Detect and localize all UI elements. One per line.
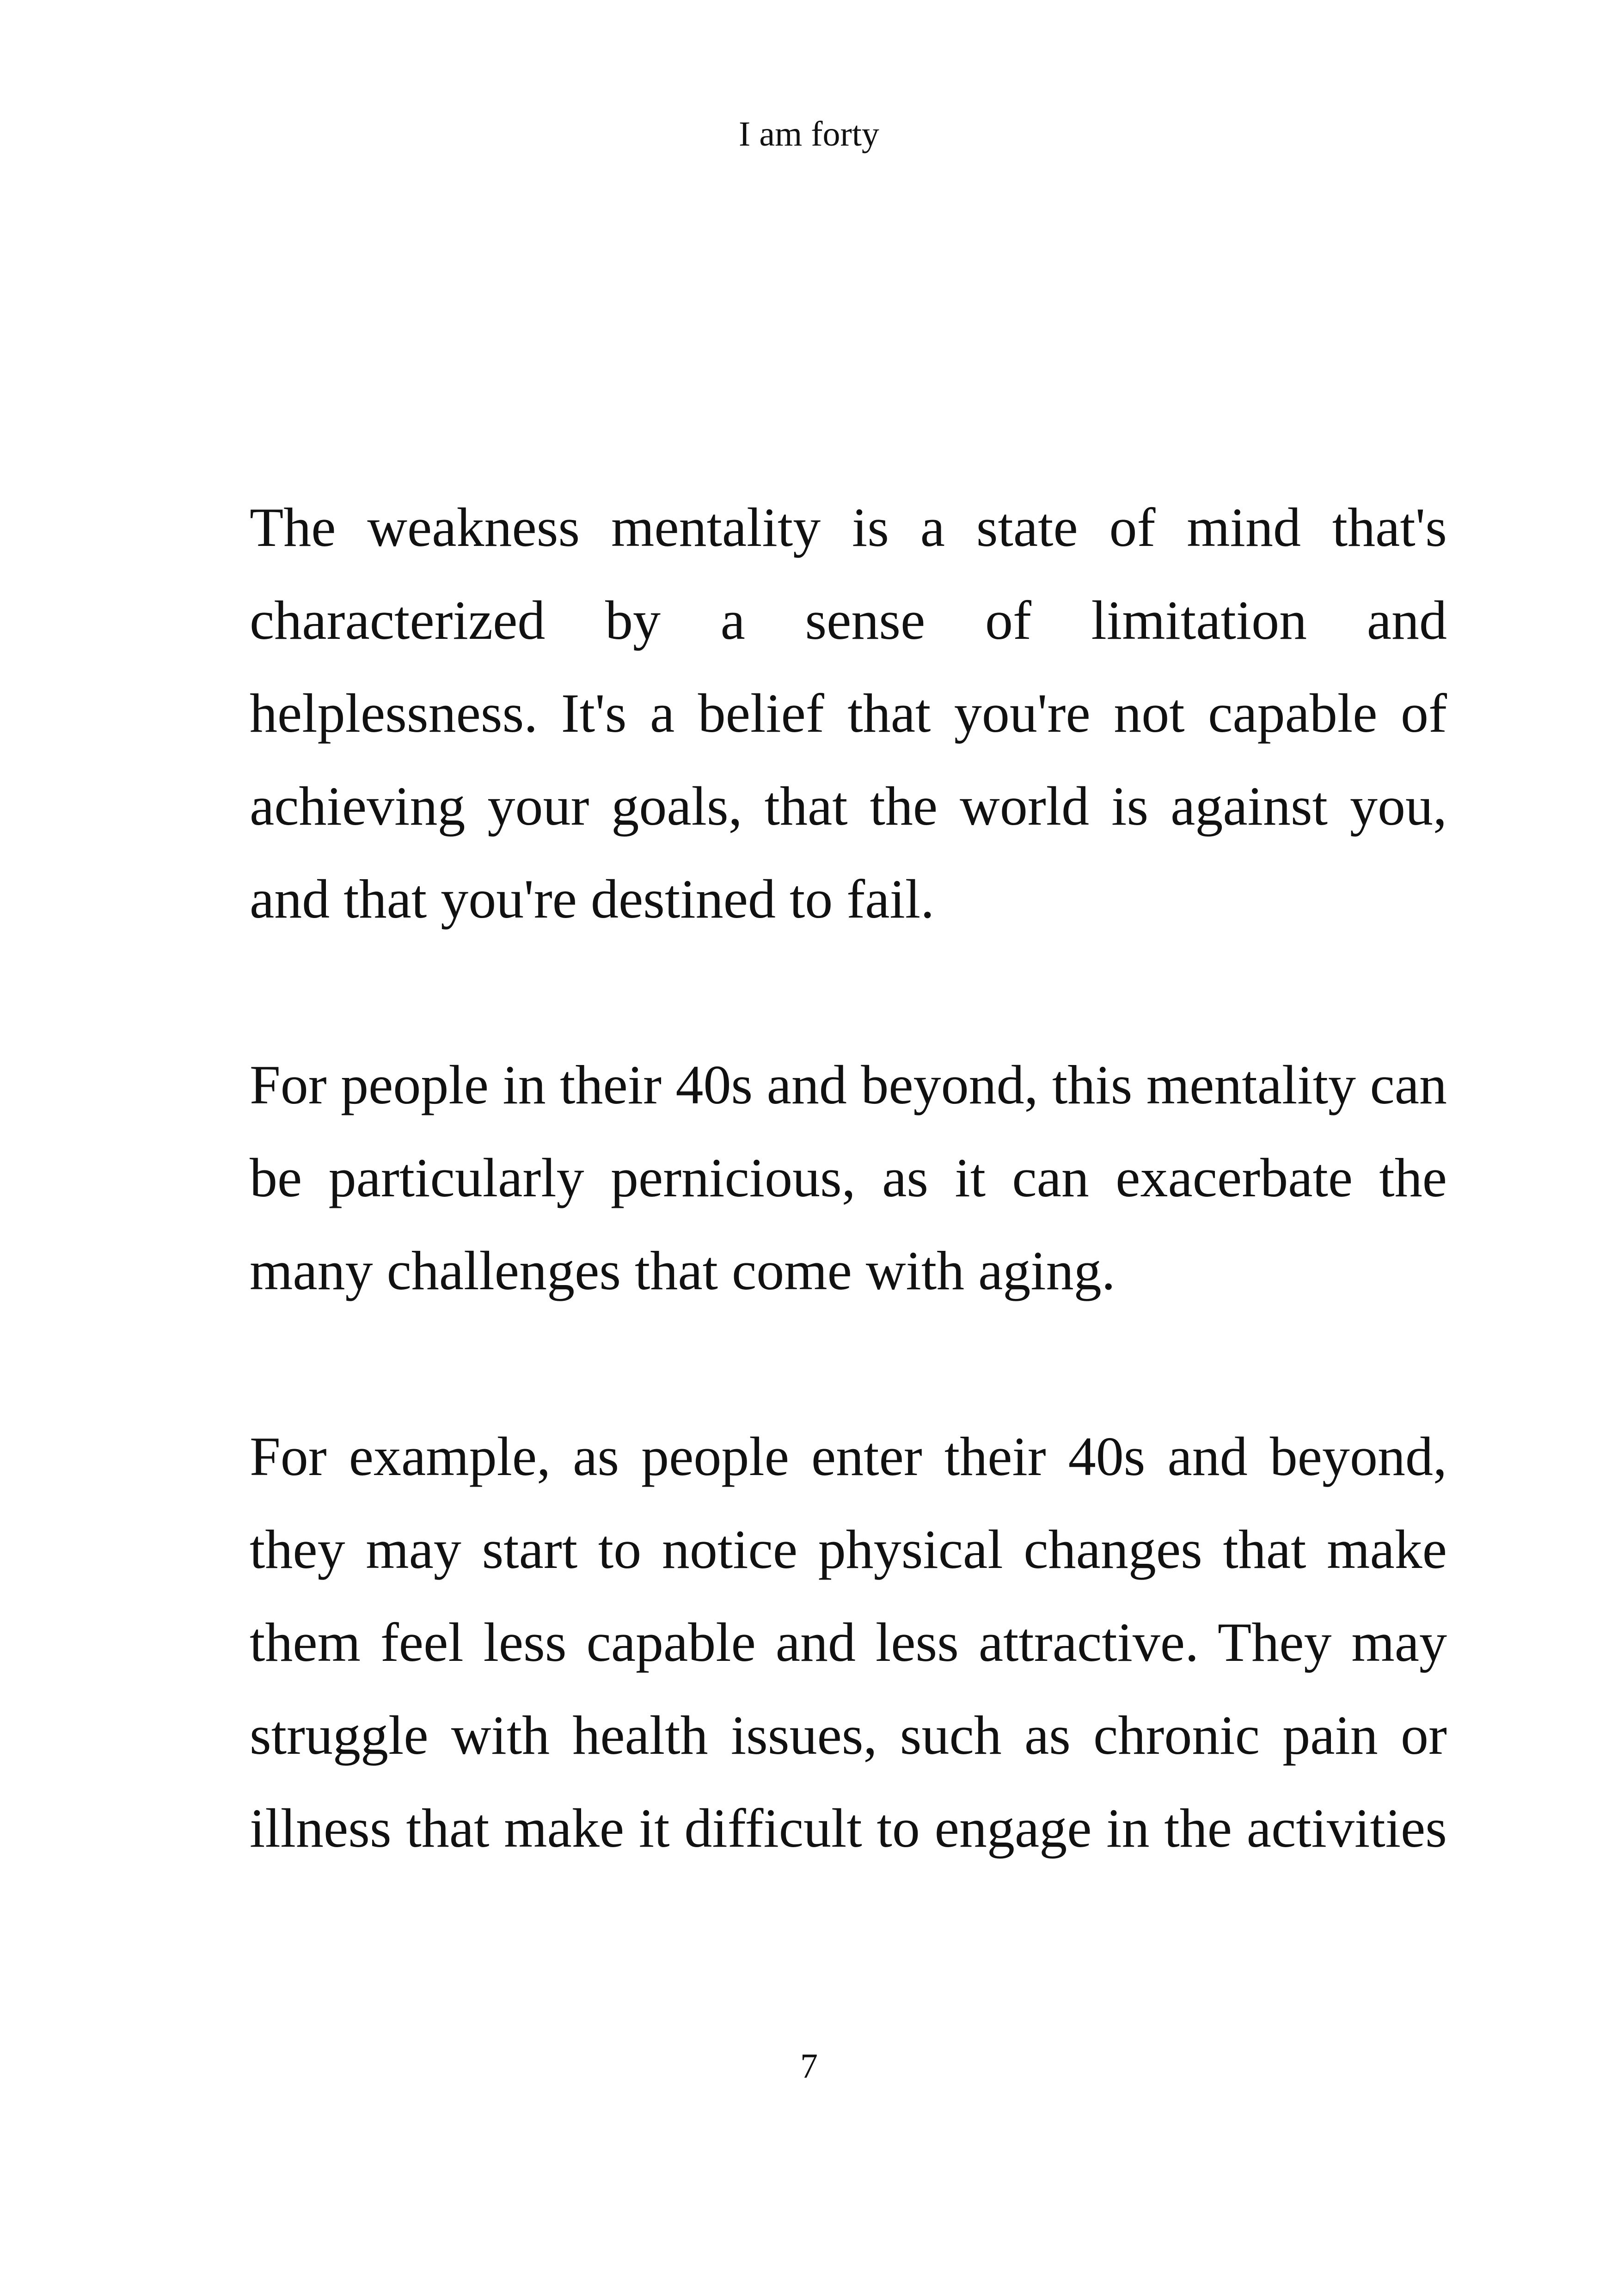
paragraph-weakness-mentality: The weakness mentality is a state of mind that's characterized by a sense of limitation and helplessness. It's a belief that you're not capable of achieving your goals, that the world is against you, and that you're destined to fail. — [250, 496, 1447, 930]
running-header: I am forty — [739, 115, 879, 153]
paragraph-people-in-40s: For people in their 40s and beyond, this mentality can be particularly pernicious, as it can exacerbate the many challenges that come with aging. — [250, 1054, 1447, 1301]
paragraph-example-physical-changes: For example, as people enter their 40s and beyond, they may start to notice physical changes that make them feel less capable and less attractive. They may struggle with health issues, such as chronic pain or illness that make it difficult to engage in the activities — [250, 1426, 1447, 1859]
page-number: 7 — [800, 2047, 818, 2086]
body-text — [250, 481, 1447, 1874]
